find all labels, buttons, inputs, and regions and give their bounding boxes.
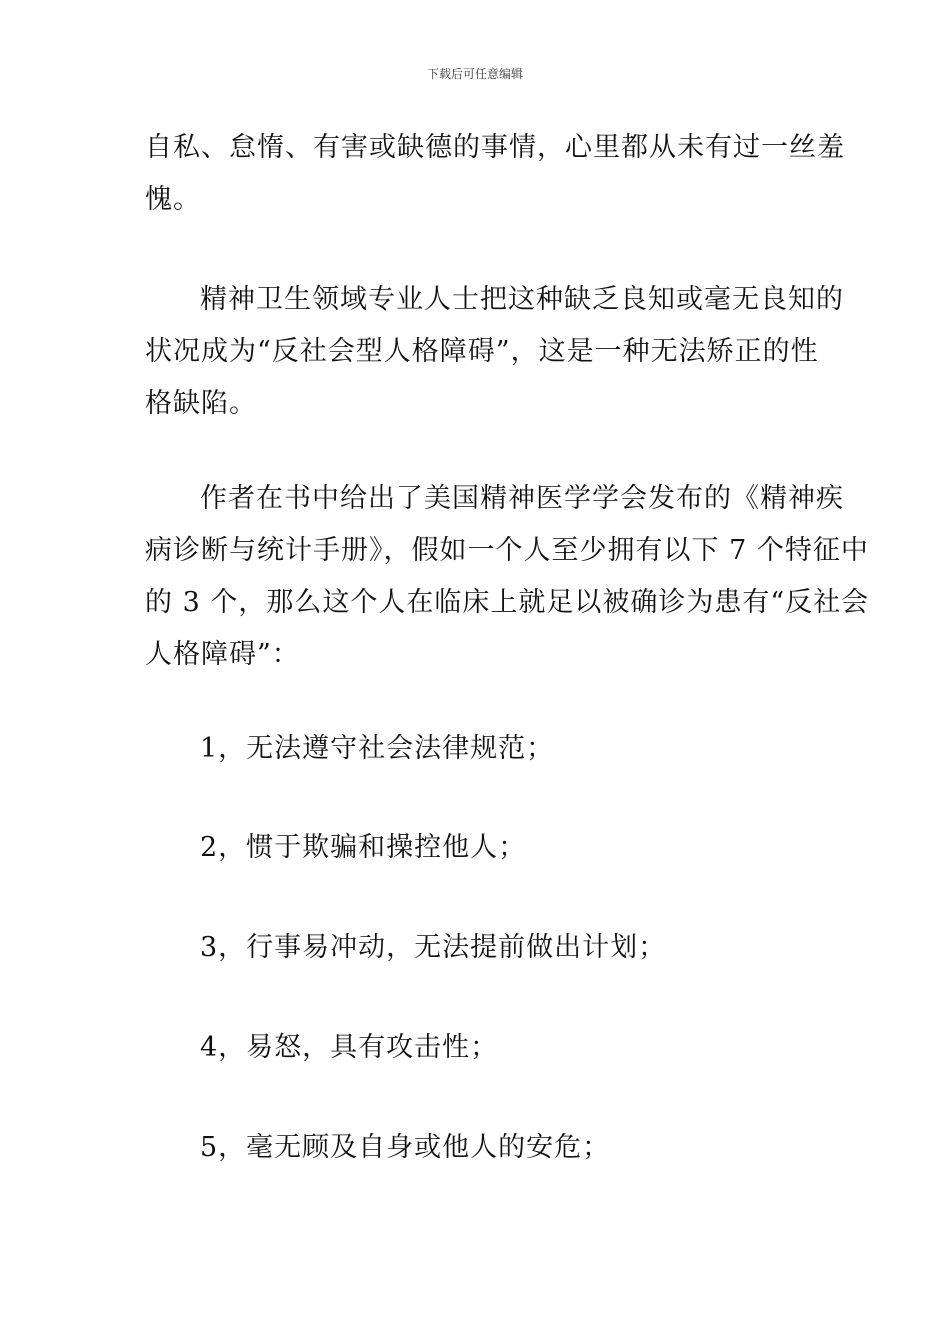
paragraph-line: 作者在书中给出了美国精神医学学会发布的《精神疾: [200, 483, 844, 514]
list-item-text: 5，毫无顾及自身或他人的安危；: [200, 1132, 611, 1163]
paragraph-line: 人格障碍”：: [145, 639, 300, 670]
paragraph-criteria-intro: [145, 473, 870, 681]
paragraph-definition: [145, 274, 844, 430]
paragraph-line: 精神卫生领域专业人士把这种缺乏良知或毫无良知的: [200, 284, 844, 315]
header-note: 下载后可任意编辑: [426, 67, 523, 81]
list-item: [145, 723, 815, 775]
list-item-text: 2，惯于欺骗和操控他人；: [200, 832, 527, 863]
paragraph-line: 的 3 个，那么这个人在临床上就足以被确诊为患有“反社会: [145, 587, 870, 618]
paragraph-line: 状况成为“反社会型人格障碍”，这是一种无法矫正的性: [145, 336, 819, 367]
list-item-text: 3，行事易冲动，无法提前做出计划；: [200, 932, 667, 963]
paragraph-line: 愧。: [145, 184, 201, 215]
list-item: [145, 922, 815, 974]
paragraph-continuation: [145, 122, 845, 226]
list-item-text: 1，无法遵守社会法律规范；: [200, 733, 555, 764]
paragraph-line: 病诊断与统计手册》，假如一个人至少拥有以下 7 个特征中: [145, 535, 869, 566]
list-item: [145, 1122, 815, 1174]
list-item: [145, 822, 815, 874]
list-item-text: 4，易怒，具有攻击性；: [200, 1032, 499, 1063]
paragraph-line: 格缺陷。: [145, 388, 257, 419]
paragraph-line: 自私、怠惰、有害或缺德的事情，心里都从未有过一丝羞: [145, 132, 845, 163]
list-item: [145, 1022, 815, 1074]
